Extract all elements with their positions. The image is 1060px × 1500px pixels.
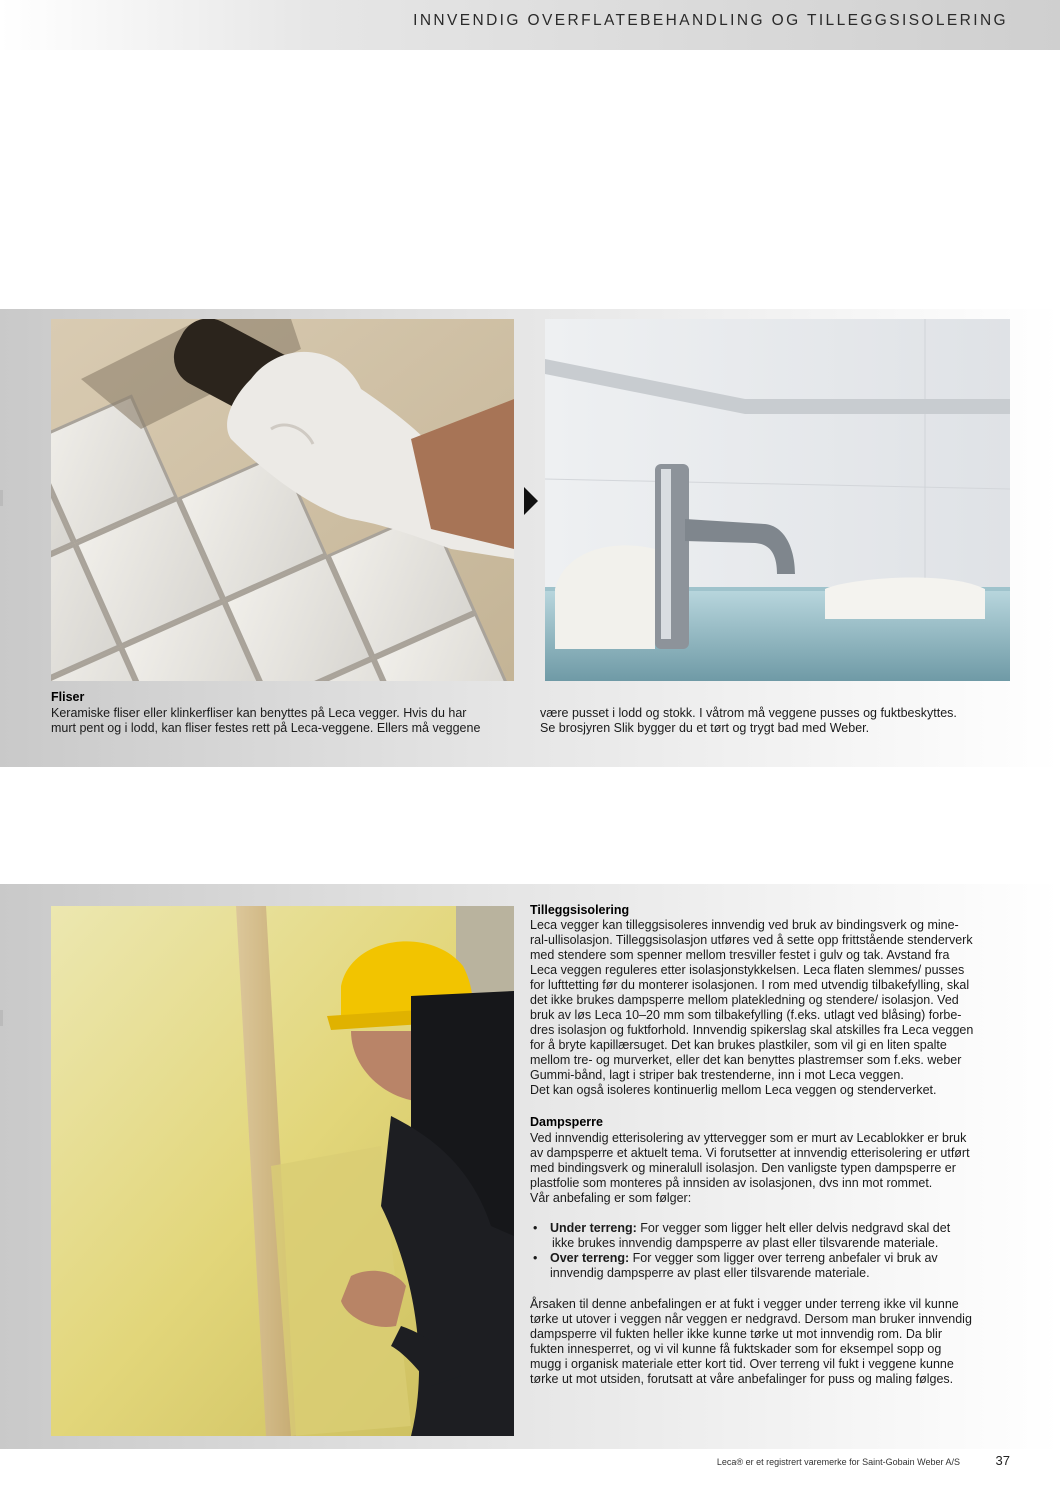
bullet-text: innvendig dampsperre av plast eller tilsvarende materiale. [550,1266,870,1280]
text-line: murt pent og i lodd, kan fliser festes rett på Leca-veggene. Ellers må veggene [51,721,481,735]
photo-bathroom-tap [545,319,1010,681]
text-line: plastfolie som monteres på innsiden av isolasjonen, dvs inn mot rommet. [530,1176,933,1190]
text-line: Årsaken til denne anbefalingen er at fukt i vegger under terreng ikke vil kunne [530,1297,959,1311]
text-line: Se brosjyren Slik bygger du et tørt og trygt bad med Weber. [540,721,870,735]
text-line: for lufttetting før du monterer isolasjonen. I rom med utvendig tilbakefylling, skal [530,978,970,992]
text-line: Leca vegger kan tilleggsisoleres innvendig ved bruk av bindingsverk og mine- [530,918,959,932]
text-line: med stendere som spenner mellom tresviller festet i gulv og tak. Avstand fra [530,948,950,962]
section-heading-fliser: Fliser [51,690,85,704]
text-line: bruk av løs Leca 10–20 mm som tilbakefylling (f.eks. utlagt ved blåsing) forbe- [530,1008,962,1022]
section-heading-tilleggsisolering: Tilleggsisolering [530,903,630,917]
paragraph-dampsperre [530,1131,1008,1206]
trademark-note: Leca® er et registrert varemerke for Saint-Gobain Weber A/S [716,1457,960,1467]
arrow-right-icon [524,487,538,515]
bullet-text: For vegger som ligger helt eller delvis nedgravd skal det [636,1221,951,1235]
photo-tiling [51,319,514,681]
bullet-icon: • [533,1251,538,1265]
text-line: fukten innesperret, og vi vil kunne få fuktskader som for eksempel sopp og [530,1342,942,1356]
list-item [530,1251,1005,1281]
bullet-text: ikke brukes innvendig dampsperre av plast eller tilsvarende materiale. [552,1236,939,1250]
bullet-label: Under terreng: [550,1221,637,1235]
text-line: Keramiske fliser eller klinkerfliser kan benyttes på Leca vegger. Hvis du har [51,706,467,720]
text-line: dres isolasjon og fuktforhold. Innvendig spikerslag skal atskilles fra Leca veggen [530,1023,974,1037]
text-line: Leca veggen reguleres etter isolasjonstykkelsen. Leca flaten slemmes/ pusses [530,963,965,977]
recommendation-list [530,1221,1005,1281]
text-line: Gummi-bånd, lagt i striper bak trestenderne, inn i mot Leca veggen. [530,1068,904,1082]
list-item [530,1221,1005,1251]
text-line: med bindingsverk og mineralull isolasjon. Den vanligste typen dampsperre er [530,1161,956,1175]
paragraph-tilleggsisolering [530,918,1008,1098]
section-heading-dampsperre: Dampsperre [530,1115,603,1129]
text-line: ral-ullisolasjon. Tilleggsisolasjon utføres ved å sette opp frittstående stenderverk [530,933,973,947]
page-number: 37 [995,1453,1010,1468]
page-title: INNVENDIG OVERFLATEBEHANDLING OG TILLEGGSISOLERING [413,12,1008,29]
text-line: det ikke brukes dampsperre mellom platekledning og stendere/ isolasjon. Ved [530,993,959,1007]
text-line: mellom tre- og murverket, eller det kan benyttes plastremser som f.eks. weber [530,1053,962,1067]
margin-tick [0,1010,3,1026]
bullet-text: For vegger som ligger over terreng anbefaler vi bruk av [629,1251,938,1265]
text-line: Ved innvendig etterisolering av yttervegger som er murt av Lecablokker er bruk [530,1131,967,1145]
paragraph-dampsperre-reason [530,1297,1008,1387]
paragraph-fliser-col1 [51,706,521,736]
text-line: tørke ut mot utsiden, forutsatt at våre anbefalinger for puss og maling følges. [530,1372,954,1386]
text-line: av dampsperre et aktuelt tema. Vi forutsetter at innvendig etterisolering er utført [530,1146,970,1160]
text-line: dampsperre vil fukten heller ikke kunne tørke ut mot innvendig rom. Da blir [530,1327,942,1341]
text-line: Vår anbefaling er som følger: [530,1191,692,1205]
margin-tick [0,490,3,506]
text-line: for å bryte kapillærsuget. Det kan brukes plastkiler, som vil gi en liten spalte [530,1038,947,1052]
bullet-label: Over terreng: [550,1251,630,1265]
text-line: være pusset i lodd og stokk. I våtrom må veggene pusses og fuktbeskyttes. [540,706,957,720]
paragraph-fliser-col2 [540,706,1010,736]
text-line: Det kan også isoleres kontinuerlig mellom Leca veggen og stenderverket. [530,1083,937,1097]
bullet-icon: • [533,1221,538,1235]
text-line: mugg i organisk materiale etter kort tid. Over terreng vil fukt i veggene kunne [530,1357,954,1371]
photo-insulation-worker [51,906,514,1436]
text-line: tørke ut utover i veggen når veggen er nedgravd. Dersom man bruker innvendig [530,1312,972,1326]
